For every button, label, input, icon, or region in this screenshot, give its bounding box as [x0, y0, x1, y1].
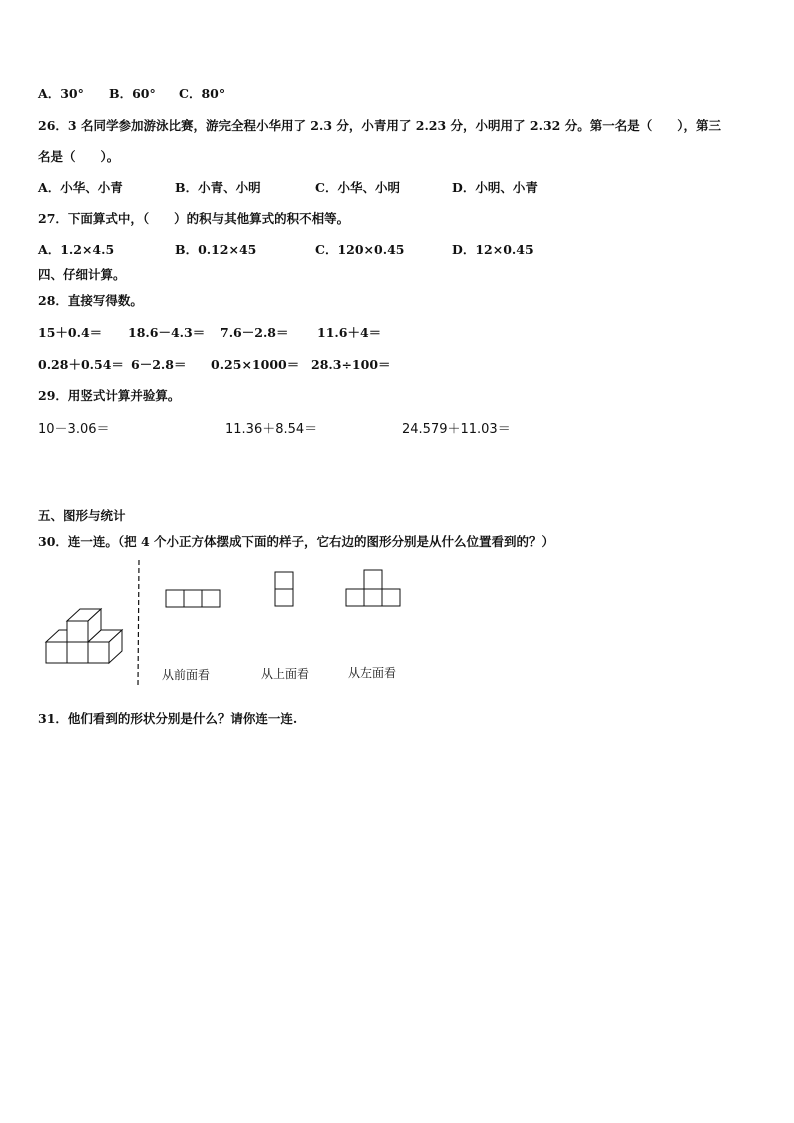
- left-view-shape: [345, 569, 403, 609]
- q25-option-a: A．30°: [38, 86, 84, 101]
- label-top-view: 从上面看: [261, 667, 310, 681]
- q26-option-b: B．小青、小明: [175, 180, 261, 195]
- top-view-shape: [274, 571, 296, 609]
- label-left-view: 从左面看: [348, 666, 397, 680]
- q26-text-line2: 名是（ ）。: [38, 149, 120, 164]
- q29-text: 29．用竖式计算并验算。: [38, 388, 181, 403]
- section-5-heading: 五、图形与统计: [38, 508, 126, 523]
- q28-expr: 18.6－4.3＝: [128, 325, 206, 340]
- cube-stack-figure: [45, 580, 125, 666]
- label-front-view: 从前面看: [162, 668, 211, 682]
- q28-expr: 7.6－2.8＝: [220, 325, 289, 340]
- q25-option-c: C．80°: [179, 86, 226, 101]
- q29-expr: 11.36＋8.54＝: [225, 422, 318, 437]
- q28-expr: 0.25×1000＝: [211, 357, 300, 372]
- section-4-heading: 四、仔细计算。: [38, 267, 126, 282]
- q28-expr: 0.28＋0.54＝: [38, 357, 124, 372]
- q25-option-b: B．60°: [109, 86, 156, 101]
- q27-text: 27．下面算式中，（ ）的积与其他算式的积不相等。: [38, 211, 350, 226]
- q27-option-d: D．12×0.45: [452, 242, 534, 257]
- q28-expr: 6－2.8＝: [131, 357, 187, 372]
- q28-text: 28．直接写得数。: [38, 293, 143, 308]
- q30-text: 30．连一连。（把 4 个小正方体摆成下面的样子，它右边的图形分别是从什么位置看到的？）: [38, 534, 555, 549]
- q26-option-d: D．小明、小青: [452, 180, 538, 195]
- q28-expr: 11.6＋4＝: [317, 325, 382, 340]
- q28-expr: 28.3÷100＝: [311, 357, 391, 372]
- q26-option-c: C．小华、小明: [315, 180, 400, 195]
- dashed-divider: [136, 560, 142, 685]
- q26-option-a: A．小华、小青: [38, 180, 123, 195]
- q27-option-c: C．120×0.45: [315, 242, 405, 257]
- q27-option-b: B．0.12×45: [175, 242, 257, 257]
- front-view-shape: [165, 589, 223, 609]
- q29-expr: 24.579＋11.03＝: [402, 422, 511, 437]
- q27-option-a: A．1.2×4.5: [38, 242, 115, 257]
- q28-expr: 15＋0.4＝: [38, 325, 103, 340]
- q26-text-line1: 26．3 名同学参加游泳比赛，游完全程小华用了 2.3 分，小青用了 2.23 分，小明用了 2.32 分。第一名是（ ），第三: [38, 118, 721, 133]
- q29-expr: 10－3.06＝: [38, 422, 110, 437]
- q31-text: 31．他们看到的形状分别是什么？请你连一连.: [38, 711, 298, 726]
